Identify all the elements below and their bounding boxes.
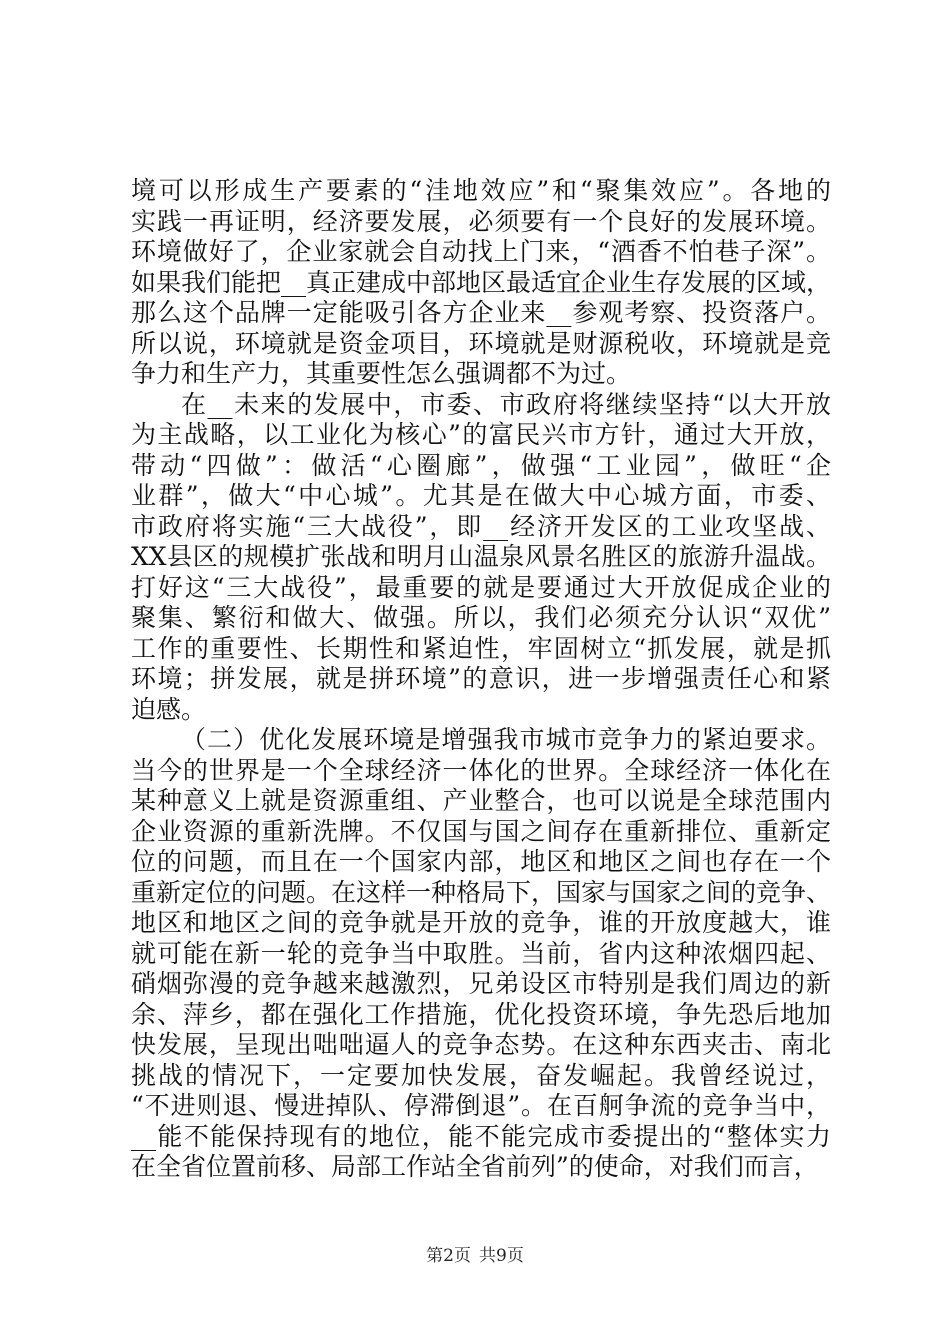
text-line: 当今的世界是一个全球经济一体化的世界。全球经济一体化在 xyxy=(131,755,831,785)
text-line: 实践一再证明，经济要发展，必须要有一个良好的发展环境。 xyxy=(131,206,831,236)
text-line: 所以说，环境就是资金项目，环境就是财源税收，环境就是竞 xyxy=(131,328,831,358)
text-line: 境可以形成生产要素的“洼地效应”和“聚集效应”。各地的 xyxy=(131,176,831,205)
text-line: XX县区的规模扩张战和明月山温泉风景名胜区的旅游升温战。 xyxy=(131,542,831,571)
text-line: 环境做好了，企业家就会自动找上门来，“酒香不怕巷子深”。 xyxy=(131,237,831,266)
paragraph xyxy=(131,725,831,1183)
text-line: 快发展，呈现出咄咄逼人的竞争态势。在这种东西夹击、南北 xyxy=(131,1030,831,1059)
text-line: 为主战略，以工业化为核心”的富民兴市方针，通过大开放， xyxy=(131,420,831,449)
text-line: 打好这“三大战役”，最重要的就是要通过大开放促成企业的 xyxy=(131,572,831,602)
paragraph xyxy=(131,390,831,726)
text-line: （二）优化发展环境是增强我市城市竞争力的紧迫要求。 xyxy=(181,725,831,754)
text-line: 位的问题，而且在一个国家内部，地区和地区之间也存在一个 xyxy=(131,847,831,876)
text-line: 如果我们能把__真正建成中部地区最适宜企业生存发展的区域， xyxy=(131,267,832,297)
text-line: 那么这个品牌一定能吸引各方企业来__参观考察、投资落户。 xyxy=(131,298,831,327)
text-line: 工作的重要性、长期性和紧迫性，牢固树立“抓发展，就是抓 xyxy=(131,633,831,663)
text-line: 聚集、繁衍和做大、做强。所以，我们必须充分认识“双优” xyxy=(131,603,831,632)
text-line: 某种意义上就是资源重组、产业整合，也可以说是全球范围内 xyxy=(131,786,831,815)
text-line: 带动“四做”：做活“心圈廊”，做强“工业园”，做旺“企 xyxy=(131,450,831,480)
text-line: 环境；拼发展，就是拼环境”的意识，进一步增强责任心和紧 xyxy=(131,664,831,693)
text-line: 企业资源的重新洗牌。不仅国与国之间存在重新排位、重新定 xyxy=(131,816,831,846)
text-line: 重新定位的问题。在这样一种格局下，国家与国家之间的竞争、 xyxy=(131,877,832,907)
text-line: __能不能保持现有的地位，能不能完成市委提出的“整体实力 xyxy=(131,1121,831,1151)
page-footer xyxy=(0,1241,950,1266)
text-line: 余、萍乡，都在强化工作措施，优化投资环境，争先恐后地加 xyxy=(131,999,831,1029)
text-line: 在全省位置前移、局部工作站全省前列”的使命，对我们而言， xyxy=(131,1152,819,1181)
document-body xyxy=(131,176,831,1183)
text-line: 就可能在新一轮的竞争当中取胜。当前，省内这种浓烟四起、 xyxy=(131,938,831,968)
page-total: 共9页 xyxy=(479,1246,524,1266)
paragraph xyxy=(131,176,831,390)
text-line: “不进则退、慢进掉队、停滞倒退”。在百舸争流的竞争当中， xyxy=(131,1091,831,1120)
text-line: 市政府将实施“三大战役”，即__经济开发区的工业攻坚战、 xyxy=(131,511,831,541)
text-line: 迫感。 xyxy=(131,694,207,724)
text-line: 业群”，做大“中心城”。尤其是在做大中心城方面，市委、 xyxy=(131,481,831,510)
text-line: 争力和生产力，其重要性怎么强调都不为过。 xyxy=(131,359,632,388)
page-number: 第2页 xyxy=(426,1246,471,1266)
text-line: 在__未来的发展中，市委、市政府将继续坚持“以大开放 xyxy=(181,389,831,419)
text-line: 地区和地区之间的竞争就是开放的竞争，谁的开放度越大，谁 xyxy=(131,908,831,937)
text-line: 挑战的情况下，一定要加快发展，奋发崛起。我曾经说过， xyxy=(131,1060,831,1090)
text-line: 硝烟弥漫的竞争越来越激烈，兄弟设区市特别是我们周边的新 xyxy=(131,969,831,998)
